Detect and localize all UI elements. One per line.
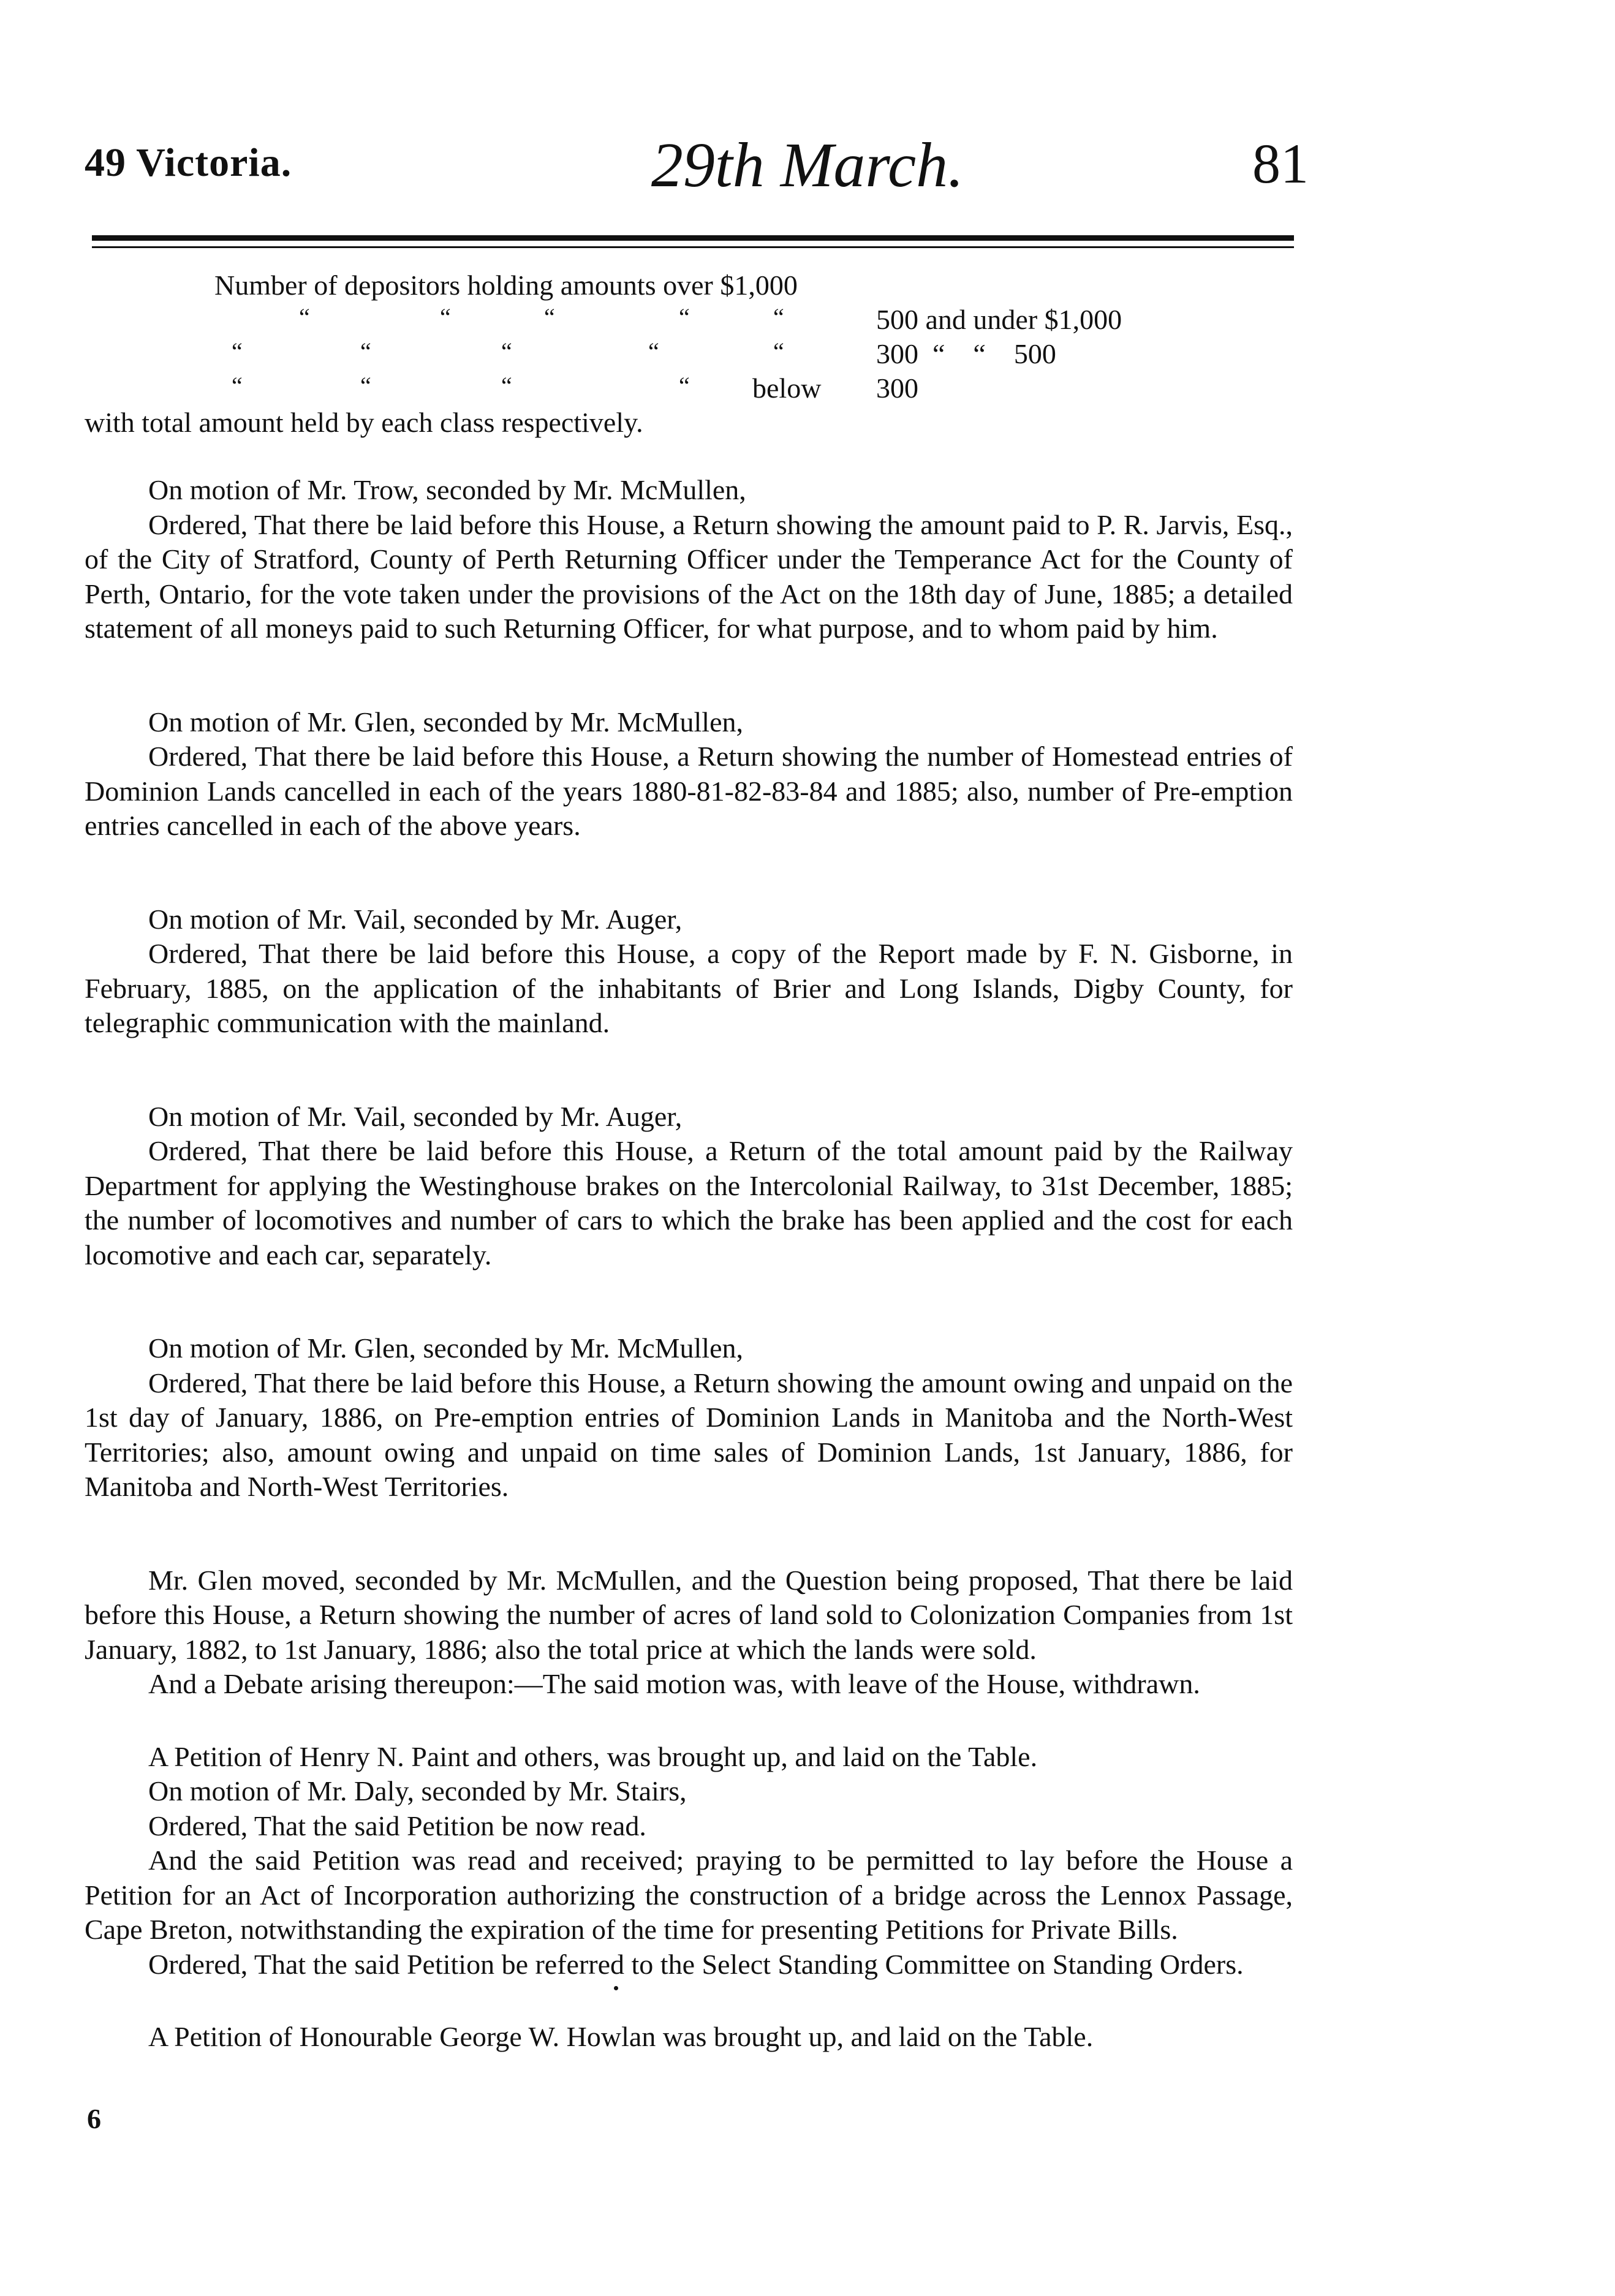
order-paragraph: Ordered, That there be laid before this House, a Return showing the amount paid to P. R. Jarvis, Esq., of the City of Stratford, County of Perth Returning Officer under the Temperance Act for the County of Perth, Ontario, for the vote taken under the provisions of the Act on the 18th day of June, 1885; a detailed statement of all moneys paid to such Returning Officer, for what purpose, and to whom paid by him. bbox=[85, 508, 1293, 644]
order-paragraph: Ordered, That there be laid before this House, a Return of the total amount paid by the Railway Department for applying the Westinghouse brakes on the Intercolonial Railway, to 31st December, 1885; the number of locomotives and number of cars to which the brake has been applied and the cost for each locomotive and each car, separately. bbox=[85, 1135, 1293, 1271]
petition-paragraph: A Petition of Henry N. Paint and others, was brought up, and laid on the Table. bbox=[148, 1740, 1038, 1772]
order-paragraph: Ordered, That there be laid before this House, a Return showing the number of Homestead entries of Dominion Lands cancelled in each of the years 1880-81-82-83-84 and 1885; also, number of Pre-emption entries cancelled in each of the above years. bbox=[85, 741, 1293, 841]
motion-paragraph: Mr. Glen moved, seconded by Mr. McMullen, and the Question being proposed, That there be laid before this House, a Return showing the number of acres of land sold to Colonization Companies from 1st January, 1882, to 1st January, 1886; also the total price at which the lands were sold. bbox=[85, 1564, 1293, 1665]
depositors-line-5: with total amount held by each class respectively. bbox=[85, 407, 643, 438]
order-paragraph: Ordered, That the said Petition be now read. bbox=[148, 1810, 646, 1841]
ditto-mark: “ bbox=[679, 303, 690, 331]
petition-paragraph: A Petition of Honourable George W. Howlan was brought up, and laid on the Table. bbox=[148, 2021, 1094, 2052]
signature-mark: 6 bbox=[87, 2103, 101, 2134]
debate-paragraph: And a Debate arising thereupon:—The said motion was, with leave of the House, withdrawn. bbox=[148, 1668, 1200, 1699]
ditto-mark: “ bbox=[232, 372, 243, 399]
motion-line: On motion of Mr. Glen, seconded by Mr. McMullen, bbox=[148, 706, 744, 738]
petition-read-paragraph: And the said Petition was read and received; praying to be permitted to lay before the House a Petition for an Act of Incorporation authorizing the construction of a bridge across the Lennox Passage, Cape Breton, notwithstanding the expiration of the time for presenting Petitions for Private Bills. bbox=[85, 1845, 1293, 1945]
ditto-mark: “ bbox=[232, 338, 243, 365]
ditto-mark: “ bbox=[299, 303, 310, 331]
ditto-mark: “ bbox=[544, 303, 555, 331]
depositors-amount-500: 500 and under $1,000 bbox=[876, 304, 1122, 335]
motion-line: On motion of Mr. Vail, seconded by Mr. Auger, bbox=[148, 1100, 683, 1132]
header-session: 49 Victoria. bbox=[85, 140, 292, 185]
ditto-mark: “ bbox=[679, 372, 690, 399]
order-paragraph: Ordered, That there be laid before this House, a copy of the Report made by F. N. Gisborne, in February, 1885, on the application of the inhabitants of Brier and Long Islands, Digby County, for telegraphic communication with the mainland. bbox=[85, 938, 1293, 1038]
page-number: 81 bbox=[1252, 132, 1309, 195]
order-paragraph: Ordered, That the said Petition be referred to the Select Standing Committee on Standing Orders. bbox=[148, 1948, 1244, 1980]
depositors-below: below bbox=[752, 372, 822, 404]
header-rule-thin bbox=[92, 246, 1294, 248]
ditto-mark: “ bbox=[501, 338, 512, 365]
motion-line: On motion of Mr. Glen, seconded by Mr. McMullen, bbox=[148, 1332, 744, 1364]
ditto-mark: “ bbox=[773, 338, 784, 365]
depositors-line-1: Number of depositors holding amounts over $1,000 bbox=[214, 270, 798, 301]
order-paragraph: Ordered, That there be laid before this House, a Return showing the amount owing and unpaid on the 1st day of January, 1886, on Pre-emption entries of Dominion Lands in Manitoba and the North-West Territories; also, amount owing and unpaid on time sales of Dominion Lands, 1st January, 1886, for Manitoba and North-West Territories. bbox=[85, 1367, 1293, 1502]
ditto-mark: “ bbox=[440, 303, 451, 331]
ditto-mark: “ bbox=[501, 372, 512, 399]
ditto-mark: “ bbox=[360, 338, 371, 365]
motion-line: On motion of Mr. Daly, seconded by Mr. Stairs, bbox=[148, 1775, 687, 1807]
depositors-amount-below: 300 bbox=[876, 372, 918, 404]
header-date: 29th March. bbox=[651, 130, 964, 200]
stray-dot bbox=[614, 1986, 618, 1990]
depositors-amount-300: 300 “ “ 500 bbox=[876, 338, 1056, 369]
motion-line: On motion of Mr. Vail, seconded by Mr. Auger, bbox=[148, 903, 683, 935]
motion-line: On motion of Mr. Trow, seconded by Mr. McMullen, bbox=[148, 474, 746, 505]
header-rule-thick bbox=[92, 235, 1294, 241]
proceedings-body bbox=[85, 473, 1293, 2055]
ditto-mark: “ bbox=[360, 372, 371, 399]
ditto-mark: “ bbox=[648, 338, 659, 365]
ditto-mark: “ bbox=[773, 303, 784, 331]
